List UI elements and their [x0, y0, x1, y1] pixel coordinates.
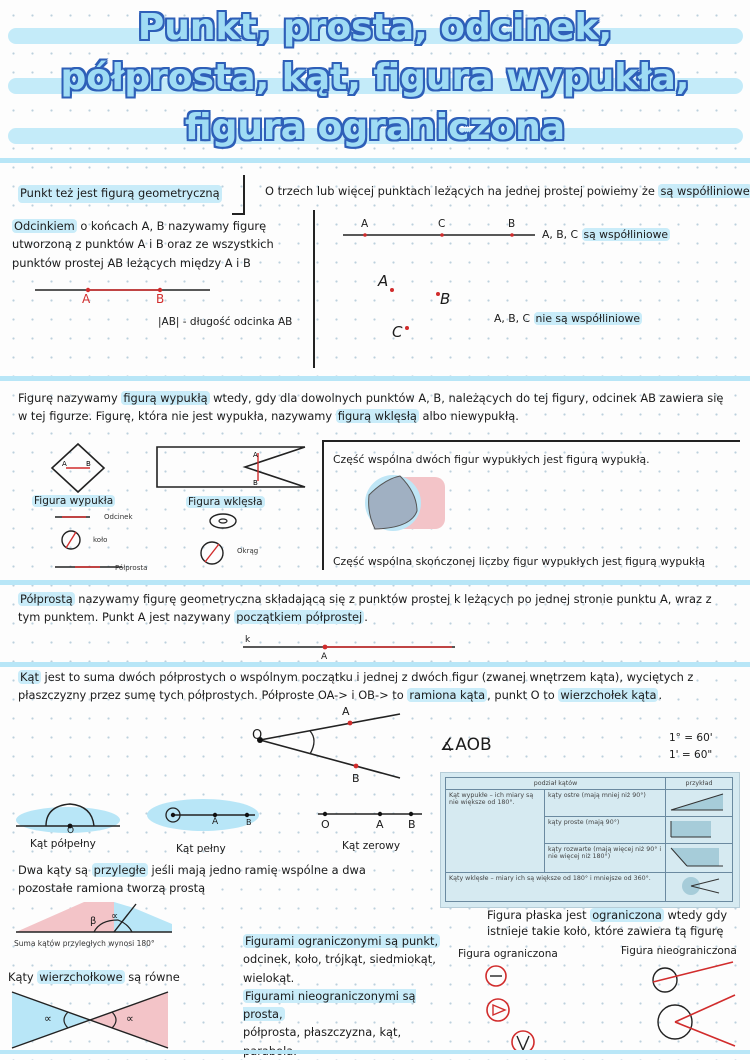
- separator-3: [0, 580, 750, 585]
- full-angle-a: A: [212, 817, 219, 827]
- label-kolo: koło: [93, 536, 108, 544]
- bounded-definition: Figura płaska jest ograniczona wtedy gdy: [487, 908, 728, 922]
- label-kat-polpelny: Kąt półpełny: [30, 838, 96, 850]
- adjacent-sum: Suma kątów przyległych wynosi 180°: [14, 939, 155, 948]
- concave-examples: [195, 510, 255, 570]
- label-figura-nieograniczona: Figura nieograniczona: [621, 945, 737, 957]
- label-polprosta: Półprosta: [115, 564, 148, 572]
- svg-text:B: B: [86, 460, 91, 468]
- abc-noncollinear: A, B, C nie są współliniowe: [494, 312, 640, 325]
- zero-angle-o: O: [321, 818, 330, 831]
- label-kat-pelny: Kąt pełny: [176, 843, 226, 855]
- ray-definition: Półprostą nazywamy figurę geometryczna składającą się z punktów prostej k leżących po jednej stronie punktu A, wraz z tym punktem. Punkt A jest nazywany początkiem półprostej .: [18, 592, 712, 625]
- svg-text:A: A: [62, 460, 67, 468]
- separator-2: [0, 376, 750, 381]
- vertical-alpha-left: ∝: [44, 1012, 52, 1025]
- intersection-text-1: Część wspólna dwóch figur wypukłych jest figurą wypukłą.: [333, 453, 650, 466]
- table-acute: kąty ostre (mają mniej niż 90°): [545, 790, 666, 817]
- vertical-alpha-right: ∝: [126, 1012, 134, 1025]
- table-convex: Kąt wypukłe – ich miary są nie większe od 180°.: [446, 790, 545, 873]
- ray-label-k: k: [245, 635, 251, 645]
- intersection-diagram: [355, 473, 450, 538]
- divider-vertical-3: [322, 440, 324, 570]
- collinear-definition: O trzech lub więcej punktach leżących na jednej prostej powiemy że są współliniowe: [265, 184, 750, 198]
- vertical-angles-diagram: [10, 990, 170, 1050]
- collinear-label-b: B: [508, 218, 516, 230]
- full-angle-b: B: [246, 818, 252, 827]
- angle-label-b: B: [352, 772, 360, 785]
- convex-rhombus: [50, 442, 110, 494]
- divider-vertical-2: [313, 210, 315, 368]
- table-acute-example: [666, 790, 733, 817]
- table-header-example: przykład: [666, 778, 733, 790]
- vertical-angles-text: Kąty wierzchołkowe są równe: [8, 970, 180, 984]
- adjacent-definition: Dwa kąty są przyległe jeśli mają jedno ramię wspólne a dwa pozostałe ramiona tworzą prostą: [18, 863, 366, 896]
- adjacent-beta: β: [90, 916, 97, 927]
- noncollinear-label-a: A: [378, 272, 389, 290]
- table-right: kąty proste (mają 90°): [545, 817, 666, 844]
- label-kat-zerowy: Kąt zerowy: [342, 840, 401, 852]
- noncollinear-point-b: [436, 292, 440, 296]
- angle-label-a: A: [342, 705, 350, 718]
- table-reflex: Kąty wklęsłe – miary ich są większe od 180° i mniejsze od 360°.: [446, 873, 666, 902]
- concave-figure: [155, 445, 310, 490]
- table-right-example: [666, 817, 733, 844]
- title-line-3: figura ograniczona: [184, 107, 566, 148]
- intersection-text-2: Część wspólna skończonej liczby figur wypukłych jest figurą wypukłą: [333, 555, 705, 568]
- odcinek-definition: Odcinkiem o końcach A, B nazywamy figurę utworzoną z punktów A i B oraz ze wszystkich punktów prostej AB leżących między A i B: [12, 219, 274, 270]
- title-line-2: półprosta, kąt, figura wypukła,: [60, 57, 690, 98]
- svg-text:B: B: [253, 479, 258, 487]
- ray-label-a: A: [321, 652, 328, 662]
- label-odcinek: Odcinek: [104, 513, 133, 521]
- angle-table: [445, 777, 733, 902]
- noncollinear-label-b: B: [440, 290, 451, 308]
- separator-top: [0, 158, 750, 163]
- noncollinear-label-c: C: [392, 323, 403, 341]
- convex-definition: Figurę nazywamy figurą wypukłą wtedy, gdy dla dowolnych punktów A, B, należących do tej figury, odcinek AB zawiera się w tej figurze. Figurę, która nie jest wypukła, nazywamy figurą wklęsłą albo niewypukłą.: [18, 391, 724, 424]
- table-panel: [440, 772, 740, 908]
- bounded-definition-2: istnieje takie koło, które zawiera tą figurę: [487, 924, 724, 938]
- angle-definition: Kąt jest to suma dwóch półprostych o wspólnym początku i jednej z dwóch figur (zwanej wnętrzem kąta), wyciętych z płaszczyzny przez sumę tych półprostych. Półproste OA-> i OB-> to ramiona kąta , punkt O to wierzchołek kąta .: [18, 670, 694, 703]
- label-figura-wklesla: Figura wklęsła: [188, 496, 263, 508]
- angle-aob-diagram: [250, 712, 410, 782]
- full-angle: [145, 797, 265, 833]
- label-okrag: Okrąg: [237, 547, 259, 555]
- label-figura-ograniczona: Figura ograniczona: [458, 948, 558, 960]
- ray-diagram: [240, 638, 460, 658]
- degree-minute: 1° = 60': [669, 732, 713, 744]
- noncollinear-point-a: [390, 288, 394, 292]
- collinear-label-a: A: [361, 218, 369, 230]
- angle-symbol: ∡AOB: [440, 735, 492, 755]
- title-line-1: Punkt, prosta, odcinek,: [137, 7, 613, 48]
- divider-horizontal: [232, 213, 244, 215]
- minute-second: 1' = 60": [669, 749, 713, 761]
- table-obtuse: kąty rozwarte (mają więcej niż 90° i nie więcej niż 180°): [545, 844, 666, 873]
- straight-angle-o: O: [67, 826, 75, 836]
- zero-angle-b: B: [408, 818, 416, 831]
- zero-angle-a: A: [376, 818, 384, 831]
- segment-label-a: A: [82, 292, 91, 306]
- collinear-label-c: C: [438, 218, 446, 230]
- separator-4: [0, 662, 750, 667]
- unbounded-examples: [645, 960, 740, 1050]
- bounded-figures: Figurami ograniczonymi są punkt, odcinek, koło, trójkąt, siedmiokąt, wielokąt. Figurami nieograniczonymi są prosta, półprosta, płaszczyzna, kąt,: [243, 934, 439, 1040]
- separator-bottom: [0, 1050, 750, 1054]
- divider-vertical: [243, 175, 245, 215]
- abc-collinear: A, B, C są współliniowe: [542, 228, 669, 241]
- noncollinear-point-c: [405, 326, 409, 330]
- segment-length: |AB| - długość odcinka AB: [158, 316, 293, 328]
- table-header: podział kątów: [446, 778, 666, 790]
- label-figura-wypukla: Figura wypukła: [34, 495, 114, 507]
- table-reflex-example: [666, 873, 733, 902]
- segment-label-b: B: [156, 292, 165, 306]
- divider-horizontal-2: [322, 440, 740, 442]
- svg-text:A: A: [253, 451, 258, 459]
- bounded-examples: [478, 962, 538, 1056]
- angle-label-o: O: [252, 728, 263, 743]
- table-obtuse-example: [666, 844, 733, 873]
- adjacent-alpha: ∝: [111, 911, 119, 922]
- point-is-figure: Punkt też jest figurą geometryczną: [18, 185, 222, 203]
